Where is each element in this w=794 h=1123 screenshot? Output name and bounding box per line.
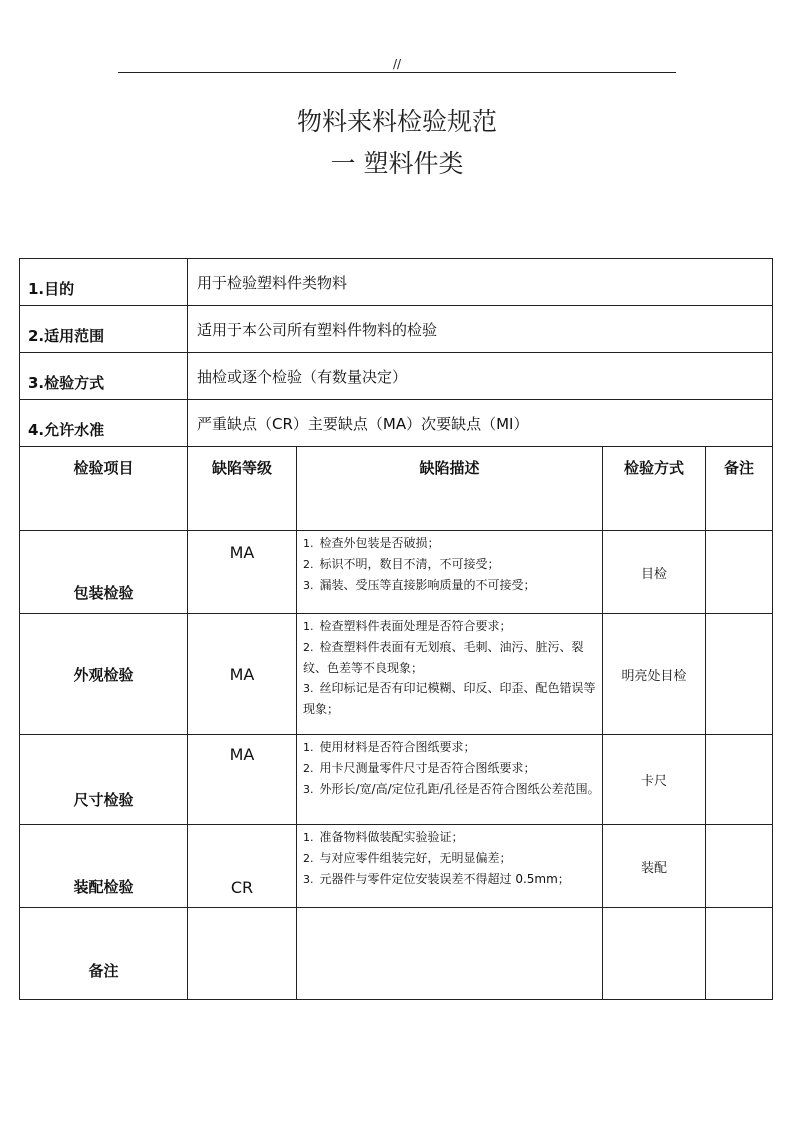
defect-grade: MA: [188, 614, 297, 735]
inspection-method: 卡尺: [603, 735, 706, 825]
inspection-item: 尺寸检验: [20, 735, 188, 825]
empty-cell: [297, 908, 603, 1000]
column-header-item: 检验项目: [20, 447, 188, 531]
defect-description: [297, 825, 603, 908]
defect-grade: CR: [188, 825, 297, 908]
inspection-method: 装配: [603, 825, 706, 908]
inspection-item: 装配检验: [20, 825, 188, 908]
remark-cell: [706, 531, 773, 614]
list-text: 用卡尺测量零件尺寸是否符合图纸要求；: [319, 761, 536, 775]
defect-description: [297, 531, 603, 614]
defect-grade: MA: [188, 735, 297, 825]
remark-cell: [706, 614, 773, 735]
table-row: [20, 531, 773, 614]
remark-row: [20, 908, 773, 1000]
defect-description: [297, 735, 603, 825]
document-subtitle: 一 塑料件类: [330, 149, 464, 178]
document-title: 物料来料检验规范: [296, 107, 497, 136]
header-rule: [118, 72, 676, 73]
table-row: [20, 825, 773, 908]
section-label: 3.检验方式: [20, 353, 188, 400]
list-text: 元器件与零件定位安装误差不得超过 0.5mm；: [319, 872, 570, 886]
list-number: 2.: [303, 762, 314, 775]
remark-cell: [706, 825, 773, 908]
section-value: 适用于本公司所有塑料件物料的检验: [188, 306, 773, 353]
list-number: 1.: [303, 537, 314, 550]
column-header-row: [20, 447, 773, 531]
table-row: [20, 614, 773, 735]
section-row-purpose: [20, 259, 773, 306]
defect-grade: MA: [188, 531, 297, 614]
list-number: 2.: [303, 641, 314, 654]
list-text: 与对应零件组装完好，无明显偏差；: [319, 851, 512, 865]
list-number: 3.: [303, 873, 314, 886]
column-header-method: 检验方式: [603, 447, 706, 531]
list-number: 2.: [303, 558, 314, 571]
header-mark: //: [392, 57, 402, 71]
section-label: 4.允许水准: [20, 400, 188, 447]
list-text: 漏装、受压等直接影响质量的不可接受；: [319, 578, 536, 592]
list-text: 检查塑料件表面处理是否符合要求；: [319, 619, 512, 633]
column-header-remark: 备注: [706, 447, 773, 531]
inspection-method: 明亮处目检: [603, 614, 706, 735]
empty-cell: [188, 908, 297, 1000]
column-header-description: 缺陷描述: [297, 447, 603, 531]
list-number: 2.: [303, 852, 314, 865]
list-number: 1.: [303, 741, 314, 754]
section-label: 2.适用范围: [20, 306, 188, 353]
inspection-method: 目检: [603, 531, 706, 614]
section-value: 抽检或逐个检验（有数量决定）: [188, 353, 773, 400]
inspection-item: 包装检验: [20, 531, 188, 614]
list-text: 标识不明，数目不清，不可接受；: [319, 557, 500, 571]
inspection-item: 外观检验: [20, 614, 188, 735]
list-number: 3.: [303, 682, 314, 695]
empty-cell: [603, 908, 706, 1000]
list-text: 准备物料做装配实验验证；: [319, 830, 464, 844]
section-value: 严重缺点（CR）主要缺点（MA）次要缺点（MI）: [188, 400, 773, 447]
list-number: 1.: [303, 620, 314, 633]
section-label: 1.目的: [20, 259, 188, 306]
empty-cell: [706, 908, 773, 1000]
list-text: 检查塑料件表面有无划痕、毛刺、油污、脏污、裂纹、色差等不良现象；: [303, 640, 584, 675]
remark-label: 备注: [20, 908, 188, 1000]
list-number: 3.: [303, 783, 314, 796]
section-row-standard: [20, 400, 773, 447]
section-row-method: [20, 353, 773, 400]
column-header-grade: 缺陷等级: [188, 447, 297, 531]
list-number: 3.: [303, 579, 314, 592]
section-row-scope: [20, 306, 773, 353]
remark-cell: [706, 735, 773, 825]
list-text: 使用材料是否符合图纸要求；: [319, 740, 476, 754]
section-value: 用于检验塑料件类物料: [188, 259, 773, 306]
table-row: [20, 735, 773, 825]
defect-description: [297, 614, 603, 735]
list-text: 丝印标记是否有印记模糊、印反、印歪、配色错误等现象；: [303, 681, 596, 716]
list-number: 1.: [303, 831, 314, 844]
list-text: 外形长/宽/高/定位孔距/孔径是否符合图纸公差范围。: [319, 782, 600, 796]
list-text: 检查外包装是否破损；: [319, 536, 440, 550]
inspection-spec-table: [19, 258, 773, 1000]
